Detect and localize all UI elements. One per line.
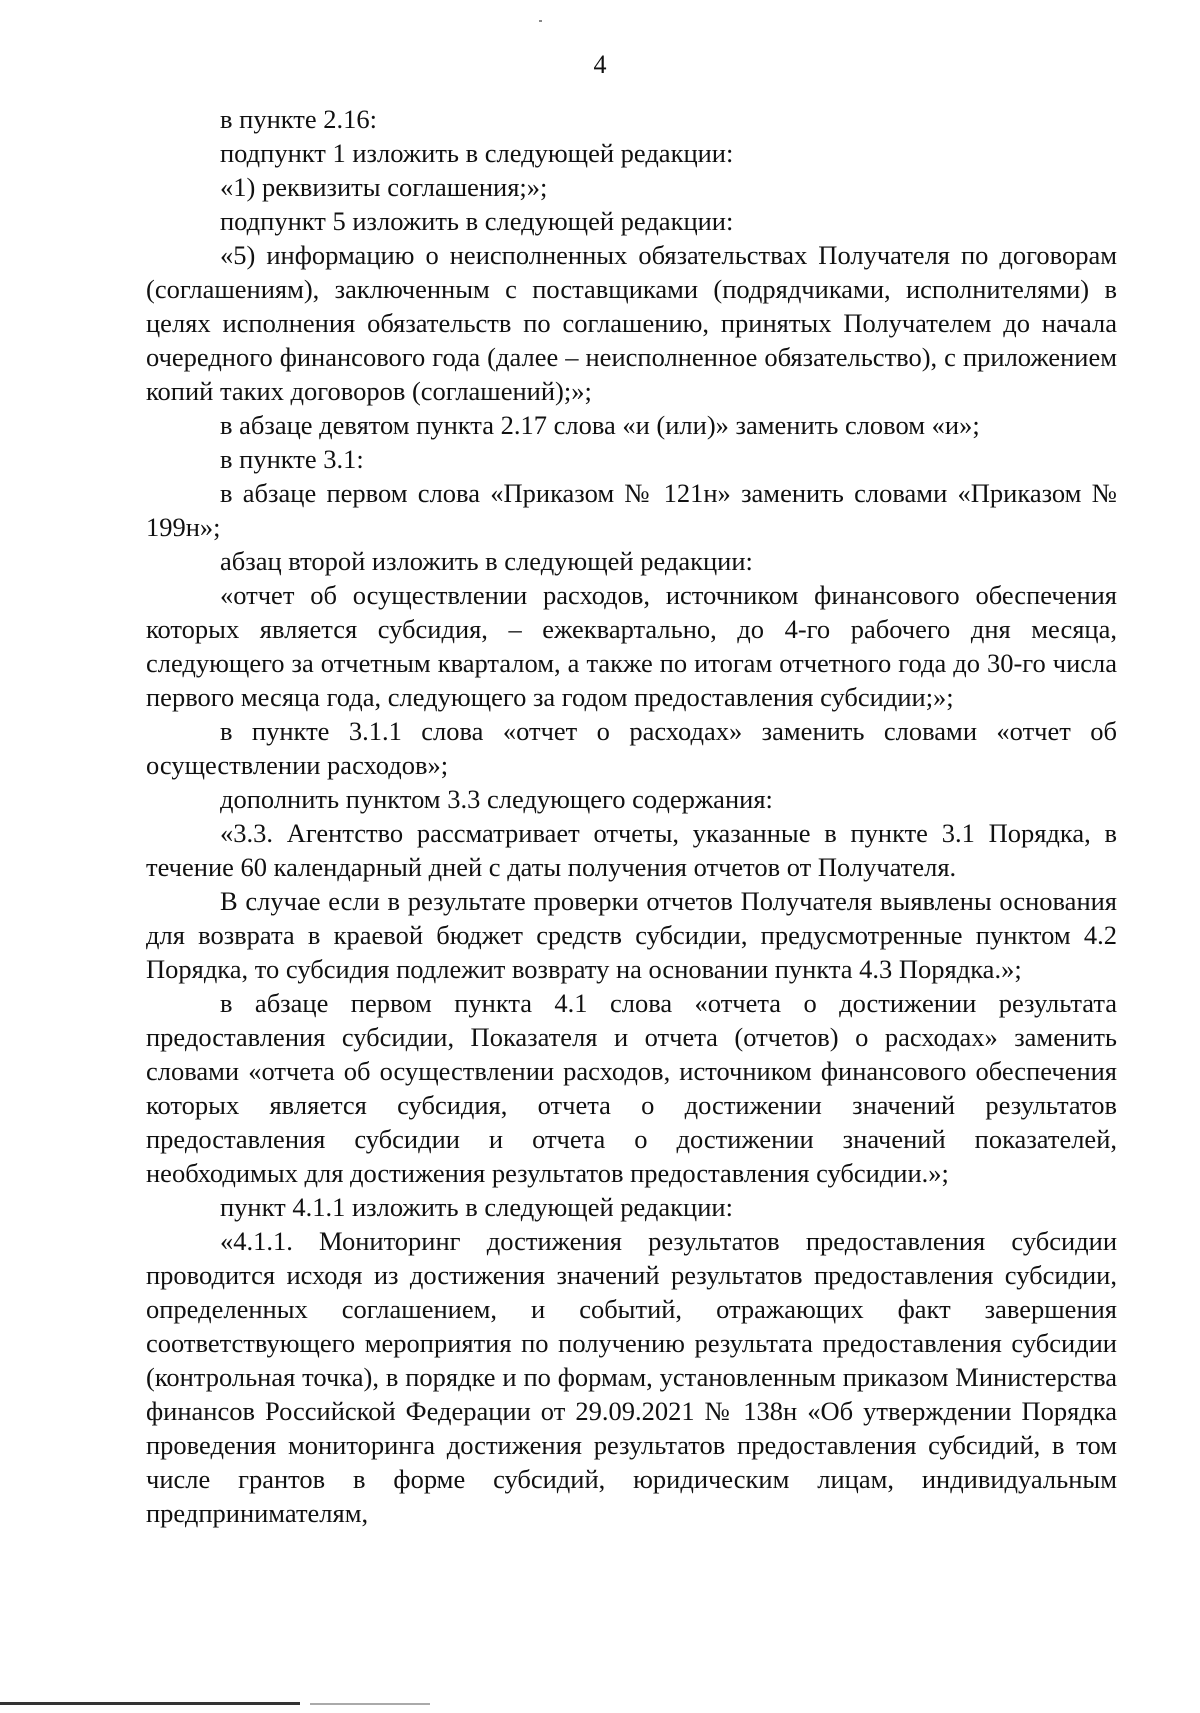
- scan-edge-line: [310, 1703, 430, 1705]
- paragraph: в пункте 3.1.1 слова «отчет о расходах» заменить словами «отчет об осуществлении расходов»;: [146, 716, 1117, 780]
- paragraph: «3.3. Агентство рассматривает отчеты, указанные в пункте 3.1 Порядка, в течение 60 календарный дней с даты получения отчетов от Получателя.: [146, 818, 1117, 882]
- paragraph: абзац второй изложить в следующей редакции:: [220, 546, 753, 576]
- paragraph: подпункт 5 изложить в следующей редакции:: [220, 206, 734, 236]
- paragraph: дополнить пунктом 3.3 следующего содержания:: [220, 784, 773, 814]
- scan-speck: [539, 20, 542, 22]
- paragraph: в пункте 2.16:: [220, 104, 377, 134]
- paragraph: «отчет об осуществлении расходов, источником финансового обеспечения которых является субсидия, – ежеквартально, до 4-го рабочего дня месяца, следующего за отчетным кварталом, а также по итогам отчетного года до 30-го числа первого месяца года, следующего за годом предоставления субсидии;»;: [146, 580, 1117, 712]
- paragraph: подпункт 1 изложить в следующей редакции:: [220, 138, 734, 168]
- paragraph: «4.1.1. Мониторинг достижения результатов предоставления субсидии проводится исходя из достижения значений результатов предоставления субсидии, определенных соглашением, и событий, отражающих факт завершения соответствующего мероприятия по получению результата предоставления субсидии (контрольная точка), в порядке и по формам, установленным приказом Министерства финансов Российской Федерации от 29.09.2021 № 138н «Об утверждении Порядка проведения мониторинга достижения результатов предоставления субсидий, в том числе грантов в форме субсидий, юридическим лицам, индивидуальным предпринимателям,: [146, 1226, 1117, 1528]
- page-number: 4: [593, 50, 607, 79]
- paragraph: В случае если в результате проверки отчетов Получателя выявлены основания для возврата в краевой бюджет средств субсидии, предусмотренные пунктом 4.2 Порядка, то субсидия подлежит возврату на основании пункта 4.3 Порядка.»;: [146, 886, 1117, 984]
- paragraph: в абзаце девятом пункта 2.17 слова «и (или)» заменить словом «и»;: [220, 410, 980, 440]
- paragraph: в абзаце первом пункта 4.1 слова «отчета о достижении результата предоставления субсидии, Показателя и отчета (отчетов) о расходах» заменить словами «отчета об осуществлении расходов, источником финансового обеспечения которых является субсидия, отчета о достижении значений результатов предоставления субсидии и отчета о достижении значений показателей, необходимых для достижения результатов предоставления субсидии.»;: [146, 988, 1117, 1188]
- paragraph: в пункте 3.1:: [220, 444, 364, 474]
- scan-edge-line: [0, 1702, 300, 1705]
- paragraph: «5) информацию о неисполненных обязательствах Получателя по договорам (соглашениям), заключенным с поставщиками (подрядчиками, исполнителями) в целях исполнения обязательств по соглашению, принятых Получателем до начала очередного финансового года (далее – неисполненное обязательство), с приложением копий таких договоров (соглашений);»;: [146, 240, 1117, 406]
- paragraph: в абзаце первом слова «Приказом № 121н» заменить словами «Приказом № 199н»;: [146, 478, 1117, 542]
- document-body: [146, 102, 1117, 1530]
- paragraph: пункт 4.1.1 изложить в следующей редакции:: [220, 1192, 733, 1222]
- paragraph: «1) реквизиты соглашения;»;: [220, 172, 548, 202]
